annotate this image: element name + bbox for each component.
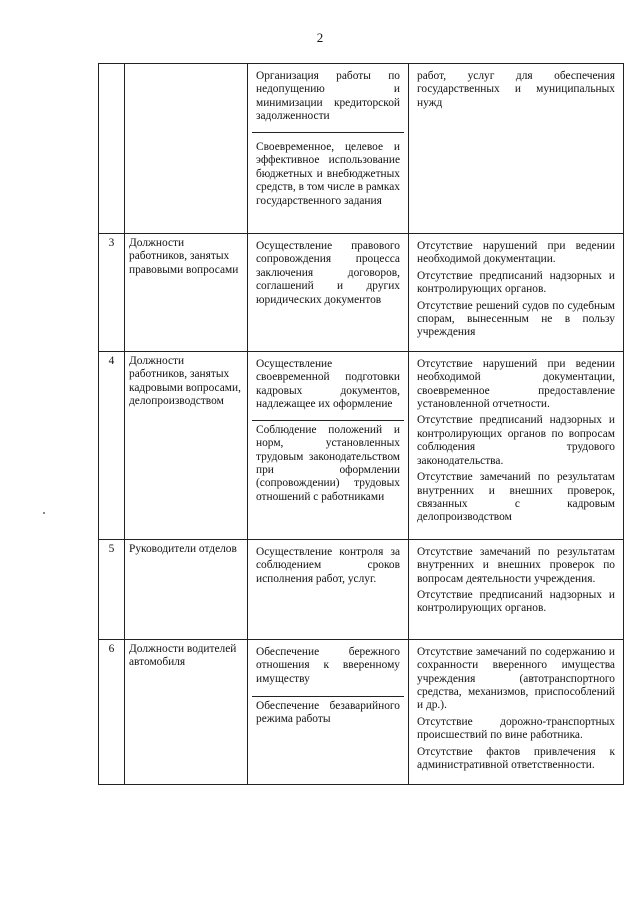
indicators-cell: [409, 351, 624, 539]
criterion-text: Обеспечение безаварийного режима работы: [252, 696, 404, 731]
criterion-text: Соблюдение положений и норм, установленных трудовым законодательством при оформлении (сопровождении) трудовых отношений с работниками: [252, 420, 404, 508]
row-number: 3: [99, 234, 125, 352]
criterion-text: Осуществление своевременной подготовки кадровых документов, надлежащее их оформление: [256, 357, 400, 411]
criteria-cell: [248, 64, 409, 234]
position-cell: Руководители отделов: [125, 539, 248, 639]
indicator-text: Отсутствие замечаний по содержанию и сохранности вверенного имущества учреждения (автотранспортного средства, механизмов, приспособлений и др.).: [417, 645, 615, 712]
position-cell: [125, 64, 248, 234]
position-cell: Должности водителей автомобиля: [125, 639, 248, 784]
row-number: 4: [99, 351, 125, 539]
indicators-cell: [409, 539, 624, 639]
indicators-cell: [409, 64, 624, 234]
table-row: [99, 234, 624, 352]
row-number: 6: [99, 639, 125, 784]
page-number: 2: [316, 30, 324, 45]
indicator-text: Отсутствие предписаний надзорных и контролирующих органов.: [417, 589, 615, 615]
indicator-text: Отсутствие предписаний надзорных и контролирующих органов.: [417, 269, 615, 296]
table-row: [99, 64, 624, 234]
criteria-cell: [248, 539, 409, 639]
indicator-text: Отсутствие решений судов по судебным спорам, вынесенным не в пользу учреждения: [417, 299, 615, 339]
criterion-text: Обеспечение бережного отношения к вверенному имуществу: [256, 645, 400, 685]
indicator-text: Отсутствие замечаний по результатам внутренних и внешних проверок, связанных с кадровым делопроизводством: [417, 471, 615, 524]
scan-mark: [43, 512, 45, 514]
indicator-text: работ, услуг для обеспечения государственных и муниципальных нужд: [417, 70, 615, 109]
criterion-text: Организация работы по недопущению и минимизации кредиторской задолженности: [256, 70, 400, 123]
indicator-text: Отсутствие фактов привлечения к административной ответственности.: [417, 745, 615, 772]
indicators-cell: [409, 639, 624, 784]
position-cell: Должности работников, занятых кадровыми вопросами, делопроизводством: [125, 351, 248, 539]
criteria-table: [98, 63, 624, 785]
table-row: [99, 639, 624, 784]
position-cell: Должности работников, занятых правовыми вопросами: [125, 234, 248, 352]
indicators-cell: [409, 234, 624, 352]
table-row: [99, 539, 624, 639]
criterion-text: Осуществление контроля за соблюдением сроков исполнения работ, услуг.: [256, 545, 400, 585]
indicator-text: Отсутствие нарушений при ведении необходимой документации.: [417, 240, 615, 266]
criteria-cell: [248, 351, 409, 539]
indicator-text: Отсутствие замечаний по результатам внутренних и внешних проверок по вопросам деятельности учреждения.: [417, 545, 615, 585]
indicator-text: Отсутствие нарушений при ведении необходимой документации, своевременное предоставление установленной отчетности.: [417, 357, 615, 411]
row-number: [99, 64, 125, 234]
criterion-text: Осуществление правового сопровождения процесса заключения договоров, соглашений и других юридических документов: [256, 240, 400, 306]
criterion-text: Своевременное, целевое и эффективное использование бюджетных и внебюджетных средств, в том числе в рамках государственного задания: [252, 132, 404, 225]
indicator-text: Отсутствие дорожно-транспортных происшествий по вине работника.: [417, 715, 615, 742]
table-row: [99, 351, 624, 539]
criteria-cell: [248, 639, 409, 784]
row-number: 5: [99, 539, 125, 639]
criteria-cell: [248, 234, 409, 352]
indicator-text: Отсутствие предписаний надзорных и контролирующих органов по вопросам соблюдения трудового законодательства.: [417, 414, 615, 467]
